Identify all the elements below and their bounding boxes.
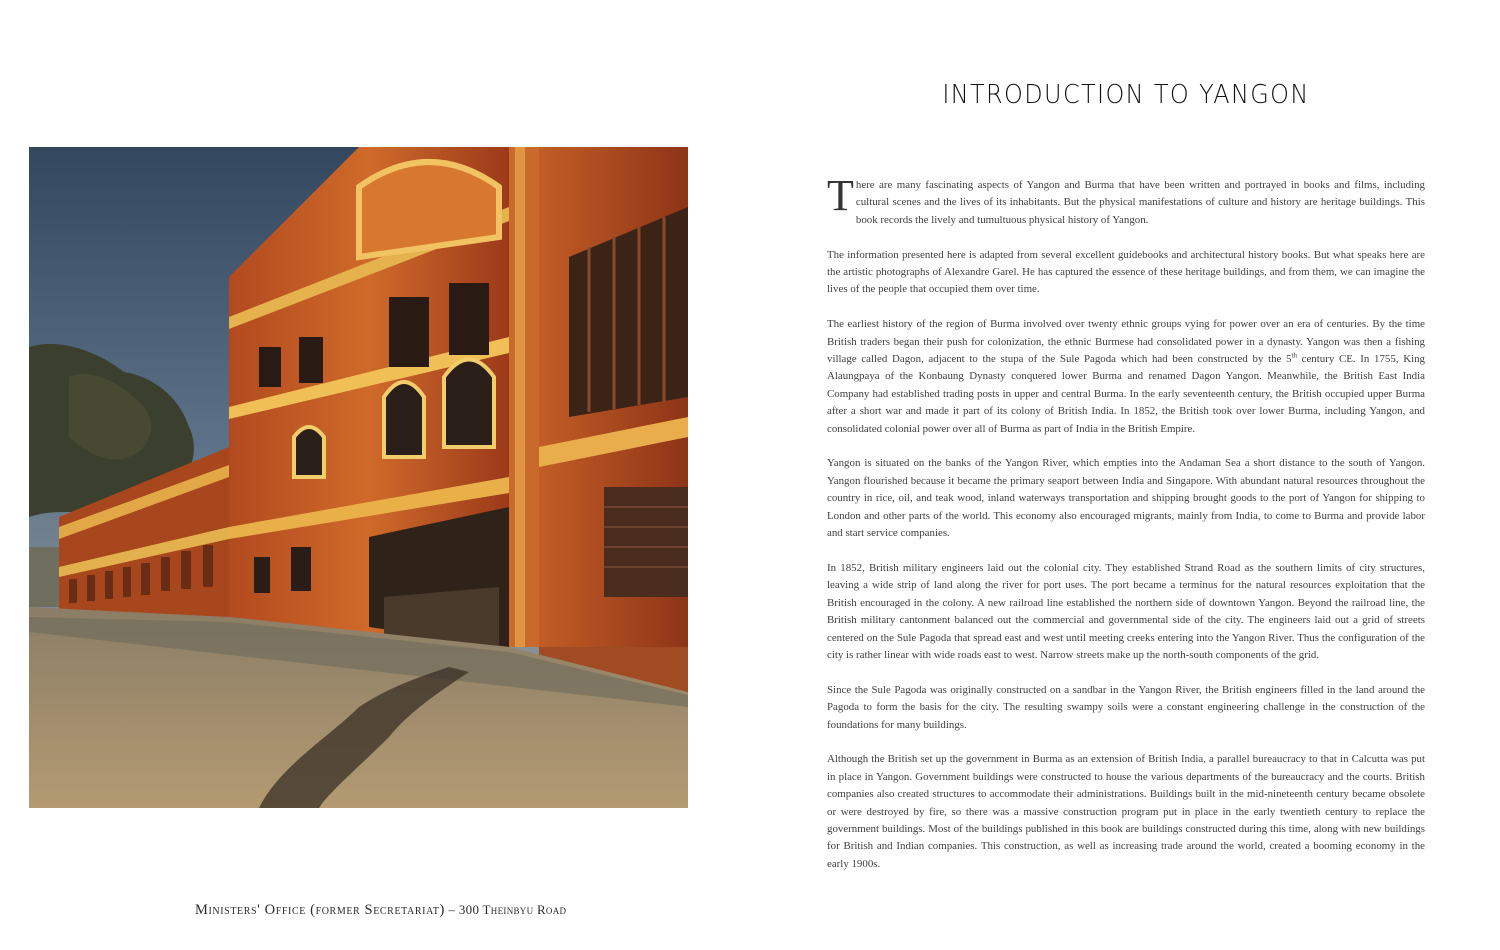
caption-building-name: Ministers' Office (former Secretariat) [195, 902, 445, 918]
paragraph-6: Since the Sule Pagoda was originally constructed on a sandbar in the Yangon River, the British engineers filled in the land around the Pagoda to form the basis for the city. The resulting swampy soils were a constant engineering challenge in the construction of the foundations for many buildings. [827, 683, 1425, 731]
caption-address: 300 Theinbyu Road [458, 902, 567, 917]
drop-cap: T [827, 171, 854, 220]
caption-separator: – [444, 902, 459, 917]
paragraph-1-text: here are many fascinating aspects of Yangon and Burma that have been written and portrayed in books and films, including cultural scenes and the lives of its inhabitants. But the physical manifestations of culture and history are heritage buildings. This book records the lively and tumultuous physical history of Yangon. [855, 179, 1425, 226]
right-wing [539, 147, 688, 692]
paragraph-3 [827, 316, 1425, 438]
ordinal-superscript: th [1291, 351, 1297, 360]
photo-caption [195, 902, 665, 919]
paragraph-3-text-a: The earliest history of the region of Burma involved over twenty ethnic groups vying for power over an era of centuries. By the time British traders began their push for colonization, the ethnic Burmese had consolidated power in a dynasty. Yangon was then a fishing village called Dagon, adjacent to the stupa of the Sule Pagoda which had been constructed by the 5 [827, 318, 1425, 366]
paragraph-7: Although the British set up the government in Burma as an extension of British India, a parallel bureaucracy to that in Calcutta was put in place in Yangon. Government buildings were constructed to house the various departments of the bureaucracy and the courts. British companies also created structures to accommodate their administrations. Buildings built in the mid-nineteenth century became obsolete or were destroyed by fire, so there was a massive construction program put in place in the early twentieth century to replace the government buildings. Most of the buildings published in this book are buildings constructed during this time, along with new buildings for British and Indian companies. This construction, as well as increasing trade around the world, created a booming economy in the early 1900s. [827, 753, 1425, 870]
paragraph-1 [827, 171, 1425, 229]
body-text [827, 171, 1425, 891]
paragraph-4: Yangon is situated on the banks of the Yangon River, which empties into the Andaman Sea a short distance to the south of Yangon. Yangon flourished because it became the primary seaport between India and Singapore. With abundant natural resources throughout the country in rice, oil, and teak wood, inland waterways transportation and shipping brought goods to the port of Yangon for shipping to London and other parts of the world. This economy also encouraged migrants, mainly from India, to come to Burma and provide labor and start service companies. [827, 457, 1425, 540]
building-photograph [29, 147, 688, 808]
paragraph-2: The information presented here is adapted from several excellent guidebooks and architectural history books. But what speaks here are the artistic photographs of Alexandre Garel. He has captured the essence of these heritage buildings, and from them, we can imagine the lives of the people that occupied them over time. [827, 248, 1425, 296]
paragraph-3-text-b: century CE. In 1755, King Alaungpaya of the Konbaung Dynasty conquered lower Burma and renamed Dagon Yangon. Meanwhile, the British East India Company had established trading posts in upper and central Burma. In the early seventeenth century, the British occupied upper Burma after a short war and made it part of its colony of British India. In 1852, the British took over lower Burma, including Yangon, and consolidated colonial power over all of Burma as part of India in the British Empire. [827, 353, 1425, 435]
paragraph-5: In 1852, British military engineers laid out the colonial city. They established Strand Road as the southern limits of city structures, leaving a wide strip of land along the river for port uses. The port became a terminus for the natural resources exploitation that the British encouraged in the colony. A new railroad line established the northern side of downtown Yangon. Beyond the railroad line, the British military cantonment balanced out the commercial and governmental side of the city. The engineers laid out a grid of streets centered on the Sule Pagoda that spread east and west until meeting creeks entering into the Yangon River. Thus the configuration of the city is rather linear with wide roads east to west. Narrow streets make up the north-south components of the grid. [827, 561, 1425, 661]
page-title: INTRODUCTION TO YANGON [942, 80, 1310, 110]
